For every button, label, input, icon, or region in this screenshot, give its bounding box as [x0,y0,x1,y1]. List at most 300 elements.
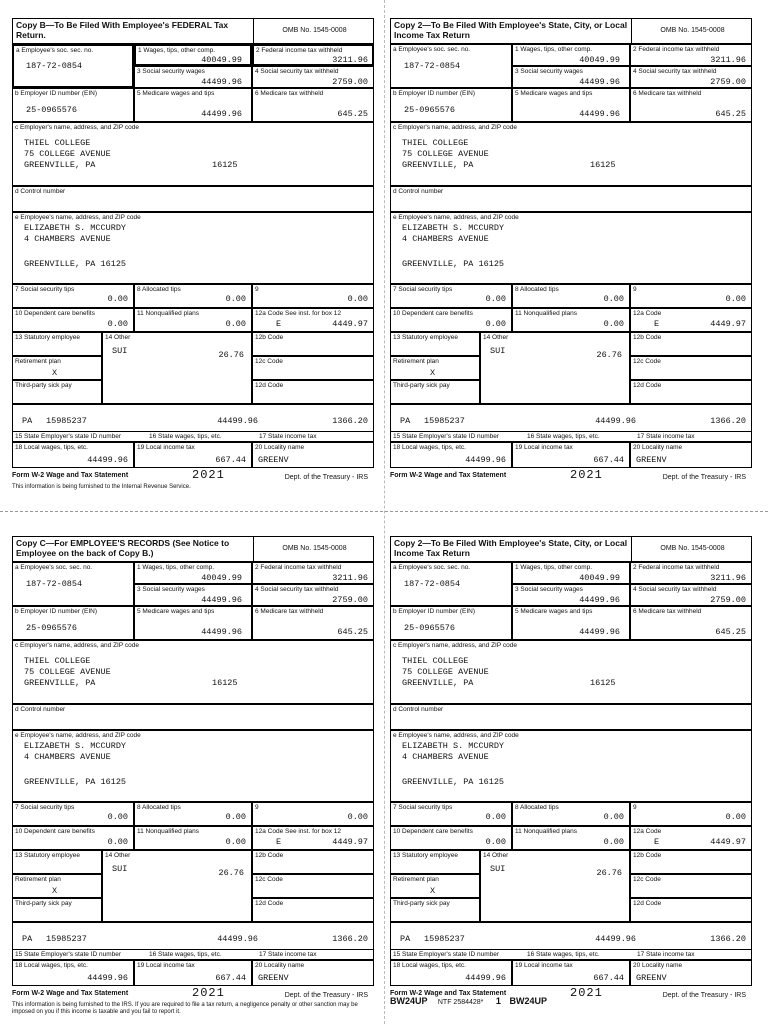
box-12b [252,332,374,356]
box-12a-label: 12a Code [633,310,662,317]
box-16-label: 16 State wages, tips, etc. [527,433,600,440]
employee-name: ELIZABETH S. MCCURDY [402,741,505,751]
box-1-wages-label: 1 Wages, tips, other comp. [137,564,215,571]
employer-name: THIEL COLLEGE [402,138,469,148]
box-17-label: 17 State income tax [637,951,695,958]
box-13-statutory-label: 13 Statutory employee [15,852,81,859]
box-12a-label: 12a Code See inst. for box 12 [255,828,342,835]
box-12c-label: 12c Code [633,358,661,365]
employee-city: GREENVILLE, PA 16125 [24,259,127,269]
box-2-fed-tax-label: 2 Federal income tax withheld [633,46,720,53]
box-12a-label: 12a Code [633,828,662,835]
bottom-num: 1 [495,996,501,1006]
box-11-nonqual-label: 11 Nonqualified plans [137,310,200,317]
box-10-dep-care-label: 10 Dependent care benefits [393,310,473,317]
state-tax-value: 1366.20 [710,934,746,944]
other-code-value: SUI [490,864,506,874]
box-10-dep-care-label: 10 Dependent care benefits [15,828,95,835]
box-20-locality-label: 20 Locality name [255,444,305,451]
box-9-label: 9 [255,286,259,293]
alloc-tips-value: 0.00 [225,812,246,822]
box-d-control-label: d Control number [15,188,66,195]
box-12c-label: 12c Code [633,876,661,883]
ss-tips-value: 0.00 [485,812,506,822]
state-tax-value: 1366.20 [332,416,368,426]
form-header [12,536,374,562]
box-b-ein-label: b Employer ID number (EIN) [15,90,97,97]
box-18-local-wages-label: 18 Local wages, tips, etc. [393,962,466,969]
w2-form-copy-4 [390,536,752,1000]
employer-address [24,138,111,171]
local-wages-value: 44499.96 [465,455,506,465]
box-1-wages-label: 1 Wages, tips, other comp. [515,564,593,571]
box-13-statutory [12,332,102,356]
employer-street: 75 COLLEGE AVENUE [24,149,111,159]
box-8-alloc-tips-label: 8 Allocated tips [137,804,181,811]
box-2-fed-tax-label: 2 Federal income tax withheld [256,47,343,54]
box-7-ss-tips-label: 7 Social security tips [393,286,453,293]
bottom-ntf: NTF 2584428* [437,999,484,1006]
other-amt-value: 26.76 [218,350,244,360]
box-13-retirement-label: Retirement plan [15,876,61,883]
amt-12a-value: 4449.97 [710,319,746,329]
box-13-sick-pay-label: Third-party sick pay [393,900,450,907]
ssn-value: 187-72-0854 [26,61,83,71]
employer-address [402,138,489,171]
box-13-retirement-label: Retirement plan [393,876,439,883]
employer-street: 75 COLLEGE AVENUE [402,667,489,677]
box-9-label: 9 [633,286,637,293]
box-13-statutory-label: 13 Statutory employee [393,852,459,859]
fed-tax-value: 3211.96 [710,55,746,65]
box-12b [630,850,752,874]
footer-note: This information is being furnished to the Internal Revenue Service. [12,484,191,490]
box-8-alloc-tips-label: 8 Allocated tips [137,286,181,293]
box-d-control [12,186,374,212]
wages-value: 40049.99 [201,573,242,583]
box-b-ein-label: b Employer ID number (EIN) [15,608,97,615]
state-value: PA [400,934,411,944]
box-17-label: 17 State income tax [259,951,317,958]
box-e-employee-label: e Employee's name, address, and ZIP code [393,732,519,739]
employee-street: 4 CHAMBERS AVENUE [402,234,489,244]
ss-tips-value: 0.00 [485,294,506,304]
box-5-medicare-wages-label: 5 Medicare wages and tips [137,608,215,615]
bottom-bar [390,996,547,1006]
code-12a-value: E [276,319,282,329]
box-14-other [102,332,252,404]
ss-tips-value: 0.00 [107,812,128,822]
code-12a-value: E [654,837,660,847]
omb-number: OMB No. 1545-0008 [631,537,753,561]
locality-value: GREENV [636,455,667,465]
state-id-value: 15985237 [46,934,87,944]
box-13-statutory [390,850,480,874]
box-12d [630,898,752,922]
box-13-sick-pay-label: Third-party sick pay [393,382,450,389]
box-15-17-labels [390,950,752,960]
box-12b [630,332,752,356]
dept-treasury: Dept. of the Treasury - IRS [662,992,746,999]
w2-form-copy-3 [12,536,374,1015]
ssn-value: 187-72-0854 [26,579,83,589]
box-15-17-labels [390,432,752,442]
box-d-control-label: d Control number [15,706,66,713]
box-3-ss-wages-label: 3 Social security wages [515,586,583,593]
state-tax-value: 1366.20 [332,934,368,944]
bottom-code-2: BW24UP [509,996,547,1006]
box-14-other-label: 14 Other [105,852,131,859]
state-wages-value: 44499.96 [595,934,636,944]
box-3-ss-wages-label: 3 Social security wages [515,68,583,75]
box-12b-label: 12b Code [633,852,662,859]
local-tax-value: 667.44 [593,973,624,983]
box-b-ein-label: b Employer ID number (EIN) [393,90,475,97]
state-wages-value: 44499.96 [595,416,636,426]
medicare-wages-value: 44499.96 [579,627,620,637]
ein-value: 25-0965576 [26,623,78,633]
box-12d-label: 12d Code [255,900,284,907]
box9-value: 0.00 [725,812,746,822]
copy-title: Copy 2—To Be Filed With Employee's State, City, or Local Income Tax Return [394,538,628,558]
box-12a-label: 12a Code See inst. for box 12 [255,310,342,317]
fed-tax-value: 3211.96 [332,573,368,583]
box-20-locality-label: 20 Locality name [255,962,305,969]
box-c-employer-label: c Employer's name, address, and ZIP code [15,642,139,649]
ss-tips-value: 0.00 [107,294,128,304]
employee-city: GREENVILLE, PA 16125 [24,777,127,787]
medicare-wages-value: 44499.96 [201,109,242,119]
bottom-code: BW24UP [390,996,428,1006]
box-5-medicare-wages-label: 5 Medicare wages and tips [515,90,593,97]
box-a-ssn-label: a Employee's soc. sec. no. [393,46,471,53]
employer-city: GREENVILLE, PA [402,160,474,170]
employer-zip-value: 16125 [590,678,616,688]
ss-wages-value: 44499.96 [201,595,242,605]
other-code-value: SUI [490,346,506,356]
employee-street: 4 CHAMBERS AVENUE [24,752,111,762]
employer-name: THIEL COLLEGE [24,138,91,148]
retirement-mark: X [52,368,58,378]
locality-value: GREENV [258,455,289,465]
dep-care-value: 0.00 [107,319,128,329]
employer-name: THIEL COLLEGE [402,656,469,666]
ss-tax-value: 2759.00 [710,595,746,605]
box-a-ssn-label: a Employee's soc. sec. no. [15,564,93,571]
employee-address [24,223,126,270]
box-15-label: 15 State Employer's state ID number [393,433,500,440]
box-14-other-label: 14 Other [105,334,131,341]
state-value: PA [400,416,411,426]
ss-tax-value: 2759.00 [332,77,368,87]
copy-title: Copy B—To Be Filed With Employee's FEDERAL Tax Return. [16,20,229,40]
box-12b [252,850,374,874]
other-code-value: SUI [112,864,128,874]
w2-form-copy-2 [390,18,752,482]
box-16-label: 16 State wages, tips, etc. [527,951,600,958]
box-13-sick-pay [390,898,480,922]
box-e-employee-label: e Employee's name, address, and ZIP code [15,732,141,739]
employee-address [402,741,504,788]
form-name: Form W-2 Wage and Tax Statement [390,472,507,479]
box-11-nonqual-label: 11 Nonqualified plans [515,828,578,835]
omb-number: OMB No. 1545-0008 [631,19,753,43]
ssn-value: 187-72-0854 [404,61,461,71]
box-d-control-label: d Control number [393,188,444,195]
vertical-cut-line [384,0,385,1024]
nonqual-value: 0.00 [603,837,624,847]
ss-wages-value: 44499.96 [579,77,620,87]
employee-address [24,741,126,788]
alloc-tips-value: 0.00 [603,812,624,822]
dept-treasury: Dept. of the Treasury - IRS [662,474,746,481]
state-wages-value: 44499.96 [217,416,258,426]
box-17-label: 17 State income tax [259,433,317,440]
amt-12a-value: 4449.97 [710,837,746,847]
box-13-statutory-label: 13 Statutory employee [15,334,81,341]
box-4-ss-tax-label: 4 Social security tax withheld [255,586,339,593]
nonqual-value: 0.00 [225,837,246,847]
form-name: Form W-2 Wage and Tax Statement [390,990,507,997]
dep-care-value: 0.00 [107,837,128,847]
box-15-label: 15 State Employer's state ID number [15,433,122,440]
other-code-value: SUI [112,346,128,356]
copy-title: Copy C—For EMPLOYEE'S RECORDS (See Notice to Employee on the back of Copy B.) [16,538,230,558]
box-20-locality-label: 20 Locality name [633,444,683,451]
address-gap [24,245,126,259]
box-12d [630,380,752,404]
other-amt-value: 26.76 [596,350,622,360]
form-name: Form W-2 Wage and Tax Statement [12,990,129,997]
box-13-sick-pay [12,380,102,404]
retirement-mark: X [430,886,436,896]
state-tax-value: 1366.20 [710,416,746,426]
employer-address [24,656,111,689]
box-12d-label: 12d Code [255,382,284,389]
tax-year: 2021 [570,986,603,1000]
box-10-dep-care-label: 10 Dependent care benefits [15,310,95,317]
address-gap [402,763,504,777]
box-6-medicare-tax-label: 6 Medicare tax withheld [255,90,324,97]
employee-name: ELIZABETH S. MCCURDY [24,223,127,233]
box-e-employee-label: e Employee's name, address, and ZIP code [393,214,519,221]
box-13-statutory [12,850,102,874]
omb-number: OMB No. 1545-0008 [253,537,375,561]
employee-name: ELIZABETH S. MCCURDY [24,741,127,751]
box-9-label: 9 [255,804,259,811]
state-value: PA [22,934,33,944]
box-19-local-tax-label: 19 Local income tax [137,962,195,969]
box-7-ss-tips-label: 7 Social security tips [393,804,453,811]
box-10-dep-care-label: 10 Dependent care benefits [393,828,473,835]
alloc-tips-value: 0.00 [225,294,246,304]
employer-zip-value: 16125 [212,160,238,170]
tax-year: 2021 [570,468,603,482]
local-wages-value: 44499.96 [87,455,128,465]
box-13-retirement-label: Retirement plan [15,358,61,365]
box-12b-label: 12b Code [633,334,662,341]
employer-zip-value: 16125 [590,160,616,170]
code-12a-value: E [654,319,660,329]
address-gap [24,763,126,777]
ss-tax-value: 2759.00 [332,595,368,605]
box-b-ein-label: b Employer ID number (EIN) [393,608,475,615]
box-3-ss-wages-label: 3 Social security wages [137,586,205,593]
box-12d [252,380,374,404]
box-c-employer-label: c Employer's name, address, and ZIP code [15,124,139,131]
box-12c [252,356,374,380]
employee-street: 4 CHAMBERS AVENUE [24,234,111,244]
wages-value: 40049.99 [579,55,620,65]
box-14-other [480,850,630,922]
medicare-tax-value: 645.25 [337,627,368,637]
local-tax-value: 667.44 [215,455,246,465]
tax-year: 2021 [192,986,225,1000]
box-1-wages-label: 1 Wages, tips, other comp. [138,47,216,54]
box-2-fed-tax-label: 2 Federal income tax withheld [255,564,342,571]
box-6-medicare-tax-label: 6 Medicare tax withheld [255,608,324,615]
box-12d-label: 12d Code [633,382,662,389]
fed-tax-value: 3211.96 [710,573,746,583]
ein-value: 25-0965576 [26,105,78,115]
footer-note: This information is being furnished to the IRS. If you are required to file a tax return, a negligence penalty or other sanction may be imposed on you if this income is taxable and you fail to report it. [12,1002,358,1015]
box-11-nonqual-label: 11 Nonqualified plans [137,828,200,835]
box-12c-label: 12c Code [255,358,283,365]
box-6-medicare-tax-label: 6 Medicare tax withheld [633,90,702,97]
box-12b-label: 12b Code [255,852,284,859]
box-5-medicare-wages-label: 5 Medicare wages and tips [515,608,593,615]
box-13-statutory-label: 13 Statutory employee [393,334,459,341]
box-15-label: 15 State Employer's state ID number [393,951,500,958]
ein-value: 25-0965576 [404,623,456,633]
box-16-label: 16 State wages, tips, etc. [149,433,222,440]
box-13-sick-pay [12,898,102,922]
employer-street: 75 COLLEGE AVENUE [24,667,111,677]
ss-tax-value: 2759.00 [710,77,746,87]
box-8-alloc-tips-label: 8 Allocated tips [515,286,559,293]
employee-city: GREENVILLE, PA 16125 [402,777,505,787]
amt-12a-value: 4449.97 [332,319,368,329]
box-19-local-tax-label: 19 Local income tax [515,444,573,451]
medicare-wages-value: 44499.96 [201,627,242,637]
box-c-employer-label: c Employer's name, address, and ZIP code [393,124,517,131]
ein-value: 25-0965576 [404,105,456,115]
dept-treasury: Dept. of the Treasury - IRS [284,992,368,999]
employer-name: THIEL COLLEGE [24,656,91,666]
box9-value: 0.00 [347,812,368,822]
state-id-value: 15985237 [424,934,465,944]
retirement-mark: X [430,368,436,378]
employee-street: 4 CHAMBERS AVENUE [402,752,489,762]
employer-city: GREENVILLE, PA [402,678,474,688]
local-tax-value: 667.44 [593,455,624,465]
tax-year: 2021 [192,468,225,482]
fed-tax-value: 3211.96 [332,55,368,65]
box-8-alloc-tips-label: 8 Allocated tips [515,804,559,811]
box-d-control [390,704,752,730]
form-header [12,18,374,44]
box-3-ss-wages-label: 3 Social security wages [137,68,205,75]
box-14-other [102,850,252,922]
local-wages-value: 44499.96 [87,973,128,983]
box-14-other-label: 14 Other [483,334,509,341]
wages-value: 40049.99 [579,573,620,583]
dep-care-value: 0.00 [485,837,506,847]
dept-treasury: Dept. of the Treasury - IRS [284,474,368,481]
box-13-sick-pay-label: Third-party sick pay [15,900,72,907]
employer-street: 75 COLLEGE AVENUE [402,149,489,159]
box-15-17-labels [12,432,374,442]
dep-care-value: 0.00 [485,319,506,329]
box-15-17-labels [12,950,374,960]
box-18-local-wages-label: 18 Local wages, tips, etc. [393,444,466,451]
ss-wages-value: 44499.96 [579,595,620,605]
box-13-retirement-label: Retirement plan [393,358,439,365]
box-e-employee-label: e Employee's name, address, and ZIP code [15,214,141,221]
box-c-employer-label: c Employer's name, address, and ZIP code [393,642,517,649]
state-wages-value: 44499.96 [217,934,258,944]
copy-title: Copy 2—To Be Filed With Employee's State, City, or Local Income Tax Return [394,20,628,40]
ss-wages-value: 44499.96 [201,77,242,87]
form-name: Form W-2 Wage and Tax Statement [12,472,129,479]
box-d-control [12,704,374,730]
other-amt-value: 26.76 [596,868,622,878]
form-header [390,536,752,562]
retirement-mark: X [52,886,58,896]
locality-value: GREENV [258,973,289,983]
box-12c-label: 12c Code [255,876,283,883]
employer-zip-value: 16125 [212,678,238,688]
medicare-tax-value: 645.25 [715,627,746,637]
box-18-local-wages-label: 18 Local wages, tips, etc. [15,444,88,451]
employer-address [402,656,489,689]
box-12d [252,898,374,922]
box-18-local-wages-label: 18 Local wages, tips, etc. [15,962,88,969]
box-12d-label: 12d Code [633,900,662,907]
locality-value: GREENV [636,973,667,983]
box-1-wages-label: 1 Wages, tips, other comp. [515,46,593,53]
box-2-fed-tax-label: 2 Federal income tax withheld [633,564,720,571]
box-11-nonqual-label: 11 Nonqualified plans [515,310,578,317]
box-19-local-tax-label: 19 Local income tax [515,962,573,969]
box-4-ss-tax-label: 4 Social security tax withheld [633,68,717,75]
box-15-label: 15 State Employer's state ID number [15,951,122,958]
box-16-label: 16 State wages, tips, etc. [149,951,222,958]
box-14-other-label: 14 Other [483,852,509,859]
box-7-ss-tips-label: 7 Social security tips [15,804,75,811]
box-17-label: 17 State income tax [637,433,695,440]
state-value: PA [22,416,33,426]
box-a-ssn-label: a Employee's soc. sec. no. [16,47,94,54]
employee-name: ELIZABETH S. MCCURDY [402,223,505,233]
address-gap [402,245,504,259]
box-9-label: 9 [633,804,637,811]
state-id-value: 15985237 [46,416,87,426]
box-d-control-label: d Control number [393,706,444,713]
medicare-wages-value: 44499.96 [579,109,620,119]
box-4-ss-tax-label: 4 Social security tax withheld [255,68,339,75]
box-13-sick-pay-label: Third-party sick pay [15,382,72,389]
employer-city: GREENVILLE, PA [24,160,96,170]
medicare-tax-value: 645.25 [337,109,368,119]
box-14-other [480,332,630,404]
alloc-tips-value: 0.00 [603,294,624,304]
form-header [390,18,752,44]
box-12c [252,874,374,898]
box9-value: 0.00 [347,294,368,304]
medicare-tax-value: 645.25 [715,109,746,119]
box9-value: 0.00 [725,294,746,304]
